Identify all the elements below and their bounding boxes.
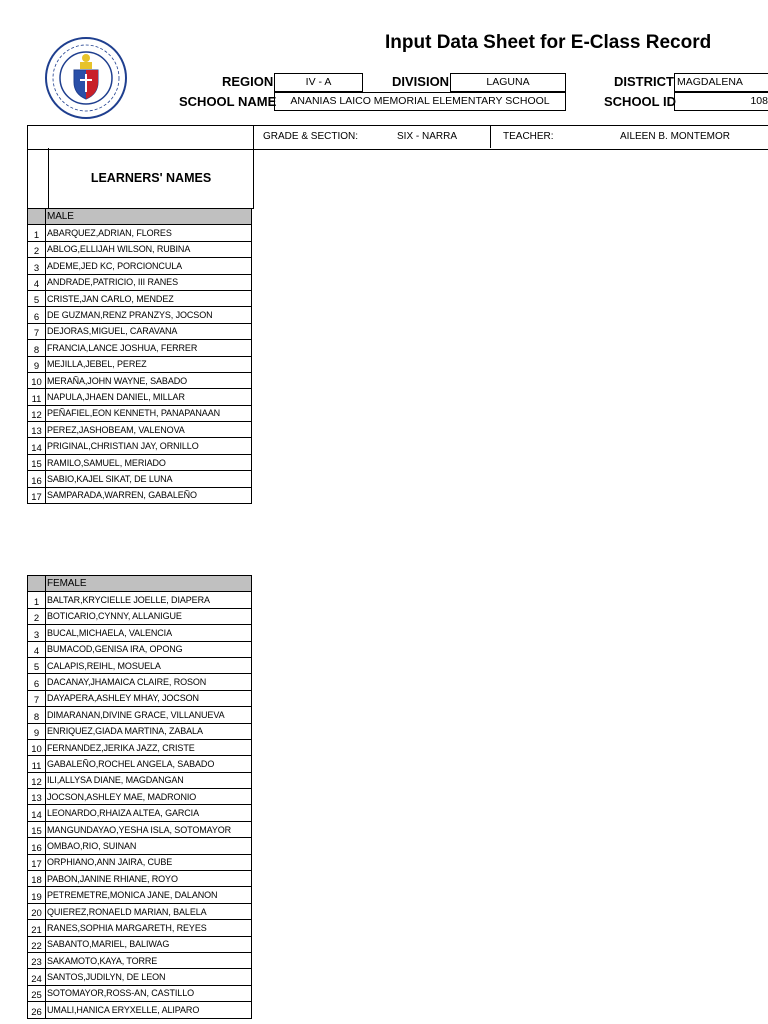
learner-name-cell[interactable]: PABON,JANINE RHIANE, ROYO [46, 871, 252, 887]
table-row [28, 405, 252, 421]
row-number: 24 [28, 969, 46, 985]
table-row [28, 887, 252, 903]
table-row [28, 707, 252, 723]
table-row [28, 969, 252, 985]
teacher-value[interactable]: AILEEN B. MONTEMOR [620, 131, 731, 142]
table-row [28, 323, 252, 339]
table-row [28, 936, 252, 952]
region-field[interactable]: IV - A [274, 73, 363, 92]
table-row [28, 985, 252, 1001]
table-row [28, 274, 252, 290]
number-header-cell [28, 576, 46, 592]
table-row [28, 739, 252, 755]
learner-name-cell[interactable]: DIMARANAN,DIVINE GRACE, VILLANUEVA [46, 707, 252, 723]
row-number: 7 [28, 690, 46, 706]
row-number: 13 [28, 789, 46, 805]
learner-name-cell[interactable]: SOTOMAYOR,ROSS-AN, CASTILLO [46, 985, 252, 1001]
row-number: 11 [28, 389, 46, 405]
female-label: FEMALE [46, 576, 252, 592]
learner-name-cell[interactable]: GABALEÑO,ROCHEL ANGELA, SABADO [46, 756, 252, 772]
learner-name-cell[interactable]: SAMPARADA,WARREN, GABALEÑO [46, 487, 252, 503]
row-number: 25 [28, 985, 46, 1001]
table-row [28, 225, 252, 241]
table-row [28, 290, 252, 306]
number-header-cell [28, 209, 46, 225]
table-row [28, 690, 252, 706]
table-row [28, 258, 252, 274]
table-row [28, 772, 252, 788]
header-number-gutter [28, 148, 49, 208]
table-row [28, 241, 252, 257]
row-number: 8 [28, 707, 46, 723]
female-header-row [28, 576, 252, 592]
row-number: 18 [28, 871, 46, 887]
table-row [28, 471, 252, 487]
teacher-label: TEACHER: [503, 131, 554, 142]
table-row [28, 592, 252, 608]
table-row [28, 789, 252, 805]
learner-name-cell[interactable]: ENRIQUEZ,GIADA MARTINA, ZABALA [46, 723, 252, 739]
male-label: MALE [46, 209, 252, 225]
row-number: 9 [28, 356, 46, 372]
row-number: 15 [28, 454, 46, 470]
table-row [28, 438, 252, 454]
learner-name-cell[interactable]: OMBAO,RIO, SUINAN [46, 838, 252, 854]
table-row [28, 838, 252, 854]
learner-name-cell[interactable]: SANTOS,JUDILYN, DE LEON [46, 969, 252, 985]
learner-name-cell[interactable]: MERAÑA,JOHN WAYNE, SABADO [46, 372, 252, 388]
learner-name-cell[interactable]: PRIGINAL,CHRISTIAN JAY, ORNILLO [46, 438, 252, 454]
learner-name-cell[interactable]: UMALI,HANICA ERYXELLE, ALIPARO [46, 1002, 252, 1018]
row-number: 7 [28, 323, 46, 339]
row-number: 1 [28, 225, 46, 241]
row-number: 3 [28, 258, 46, 274]
page-title: Input Data Sheet for E-Class Record [385, 32, 712, 53]
learner-name-cell[interactable]: LEONARDO,RHAIZA ALTEA, GARCIA [46, 805, 252, 821]
row-number: 6 [28, 307, 46, 323]
learner-name-cell[interactable]: ILI,ALLYSA DIANE, MAGDANGAN [46, 772, 252, 788]
learner-name-cell[interactable]: RAMILO,SAMUEL, MERIADO [46, 454, 252, 470]
row-number: 14 [28, 438, 46, 454]
table-row [28, 487, 252, 503]
info-blank-cell [27, 126, 254, 148]
learner-name-cell[interactable]: ORPHIANO,ANN JAIRA, CUBE [46, 854, 252, 870]
learner-name-cell[interactable]: ABARQUEZ,ADRIAN, FLORES [46, 225, 252, 241]
row-number: 3 [28, 625, 46, 641]
table-row [28, 903, 252, 919]
learner-name-cell[interactable]: SAKAMOTO,KAYA, TORRE [46, 952, 252, 968]
learner-name-cell[interactable]: BALTAR,KRYCIELLE JOELLE, DIAPERA [46, 592, 252, 608]
row-number: 12 [28, 772, 46, 788]
table-row [28, 756, 252, 772]
school-id-field[interactable]: 108 [674, 92, 768, 111]
learner-name-cell[interactable]: DEJORAS,MIGUEL, CARAVANA [46, 323, 252, 339]
learner-name-cell[interactable]: DAYAPERA,ASHLEY MHAY, JOCSON [46, 690, 252, 706]
learner-name-cell[interactable]: JOCSON,ASHLEY MAE, MADRONIO [46, 789, 252, 805]
row-number: 17 [28, 854, 46, 870]
learner-name-cell[interactable]: ABLOG,ELLIJAH WILSON, RUBINA [46, 241, 252, 257]
learner-name-cell[interactable]: SABANTO,MARIEL, BALIWAG [46, 936, 252, 952]
school-name-label: SCHOOL NAME [179, 94, 277, 109]
school-id-label: SCHOOL ID [604, 94, 676, 109]
row-number: 16 [28, 471, 46, 487]
info-divider [490, 126, 491, 148]
learner-name-cell[interactable]: PEREZ,JASHOBEAM, VALENOVA [46, 422, 252, 438]
learner-name-cell[interactable]: ANDRADE,PATRICIO, III RANES [46, 274, 252, 290]
row-number: 19 [28, 887, 46, 903]
learner-name-cell[interactable]: PEÑAFIEL,EON KENNETH, PANAPANAAN [46, 405, 252, 421]
row-number: 1 [28, 592, 46, 608]
row-number: 22 [28, 936, 46, 952]
learner-name-cell[interactable]: SABIO,KAJEL SIKAT, DE LUNA [46, 471, 252, 487]
row-number: 23 [28, 952, 46, 968]
table-row [28, 608, 252, 624]
learner-name-cell[interactable]: MANGUNDAYAO,YESHA ISLA, SOTOMAYOR [46, 821, 252, 837]
learner-name-cell[interactable]: DACANAY,JHAMAICA CLAIRE, ROSON [46, 674, 252, 690]
division-label: DIVISION [392, 74, 450, 89]
table-row [28, 1002, 252, 1018]
learner-name-cell[interactable]: NAPULA,JHAEN DANIEL, MILLAR [46, 389, 252, 405]
row-number: 8 [28, 340, 46, 356]
row-number: 16 [28, 838, 46, 854]
table-row [28, 920, 252, 936]
male-header-row [28, 209, 252, 225]
table-row [28, 356, 252, 372]
table-row [28, 422, 252, 438]
school-name-field[interactable]: ANANIAS LAICO MEMORIAL ELEMENTARY SCHOOL [274, 92, 566, 111]
table-row [28, 389, 252, 405]
row-number: 10 [28, 739, 46, 755]
row-number: 5 [28, 290, 46, 306]
table-row [28, 854, 252, 870]
division-field[interactable]: LAGUNA [450, 73, 566, 92]
learners-names-title: LEARNERS' NAMES [90, 171, 212, 185]
row-number: 12 [28, 405, 46, 421]
row-number: 4 [28, 641, 46, 657]
learner-name-cell[interactable]: FRANCIA,LANCE JOSHUA, FERRER [46, 340, 252, 356]
learner-name-cell[interactable]: RANES,SOPHIA MARGARETH, REYES [46, 920, 252, 936]
table-row [28, 625, 252, 641]
row-number: 15 [28, 821, 46, 837]
row-number: 10 [28, 372, 46, 388]
district-field[interactable]: MAGDALENA [674, 73, 768, 92]
table-row [28, 871, 252, 887]
female-learners-table [27, 575, 252, 1019]
learner-name-cell[interactable]: DE GUZMAN,RENZ PRANZYS, JOCSON [46, 307, 252, 323]
row-number: 2 [28, 608, 46, 624]
region-label: REGION [222, 74, 274, 89]
learner-name-cell[interactable]: ADEME,JED KC, PORCIONCULA [46, 258, 252, 274]
district-label: DISTRICT [614, 74, 674, 89]
table-row [28, 657, 252, 673]
table-row [28, 307, 252, 323]
table-row [28, 372, 252, 388]
learner-name-cell[interactable]: BUMACOD,GENISA IRA, OPONG [46, 641, 252, 657]
row-number: 17 [28, 487, 46, 503]
learner-name-cell[interactable]: PETREMETRE,MONICA JANE, DALANON [46, 887, 252, 903]
grade-section-label: GRADE & SECTION: [263, 131, 359, 142]
table-row [28, 340, 252, 356]
learner-name-cell[interactable]: QUIEREZ,RONAELD MARIAN, BALELA [46, 903, 252, 919]
table-row [28, 674, 252, 690]
info-row-divider [253, 125, 254, 148]
row-number: 21 [28, 920, 46, 936]
table-row [28, 641, 252, 657]
learner-name-cell[interactable]: BUCAL,MICHAELA, VALENCIA [46, 625, 252, 641]
row-number: 5 [28, 657, 46, 673]
row-number: 2 [28, 241, 46, 257]
table-row [28, 952, 252, 968]
row-number: 6 [28, 674, 46, 690]
row-number: 4 [28, 274, 46, 290]
row-number: 26 [28, 1002, 46, 1018]
row-number: 13 [28, 422, 46, 438]
row-number: 9 [28, 723, 46, 739]
learner-name-cell[interactable]: CALAPIS,REIHL, MOSUELA [46, 657, 252, 673]
table-row [28, 454, 252, 470]
grade-teacher-row [27, 125, 768, 150]
learner-name-cell[interactable]: MEJILLA,JEBEL, PEREZ [46, 356, 252, 372]
learners-names-header [27, 148, 254, 209]
learner-name-cell[interactable]: FERNANDEZ,JERIKA JAZZ, CRISTE [46, 739, 252, 755]
learner-name-cell[interactable]: CRISTE,JAN CARLO, MENDEZ [46, 290, 252, 306]
male-learners-table [27, 208, 252, 504]
row-number: 14 [28, 805, 46, 821]
deped-seal-logo [44, 36, 128, 120]
grade-section-value[interactable]: SIX - NARRA [397, 131, 458, 142]
table-row [28, 821, 252, 837]
row-number: 20 [28, 903, 46, 919]
row-number: 11 [28, 756, 46, 772]
table-row [28, 723, 252, 739]
table-row [28, 805, 252, 821]
learner-name-cell[interactable]: BOTICARIO,CYNNY, ALLANIGUE [46, 608, 252, 624]
